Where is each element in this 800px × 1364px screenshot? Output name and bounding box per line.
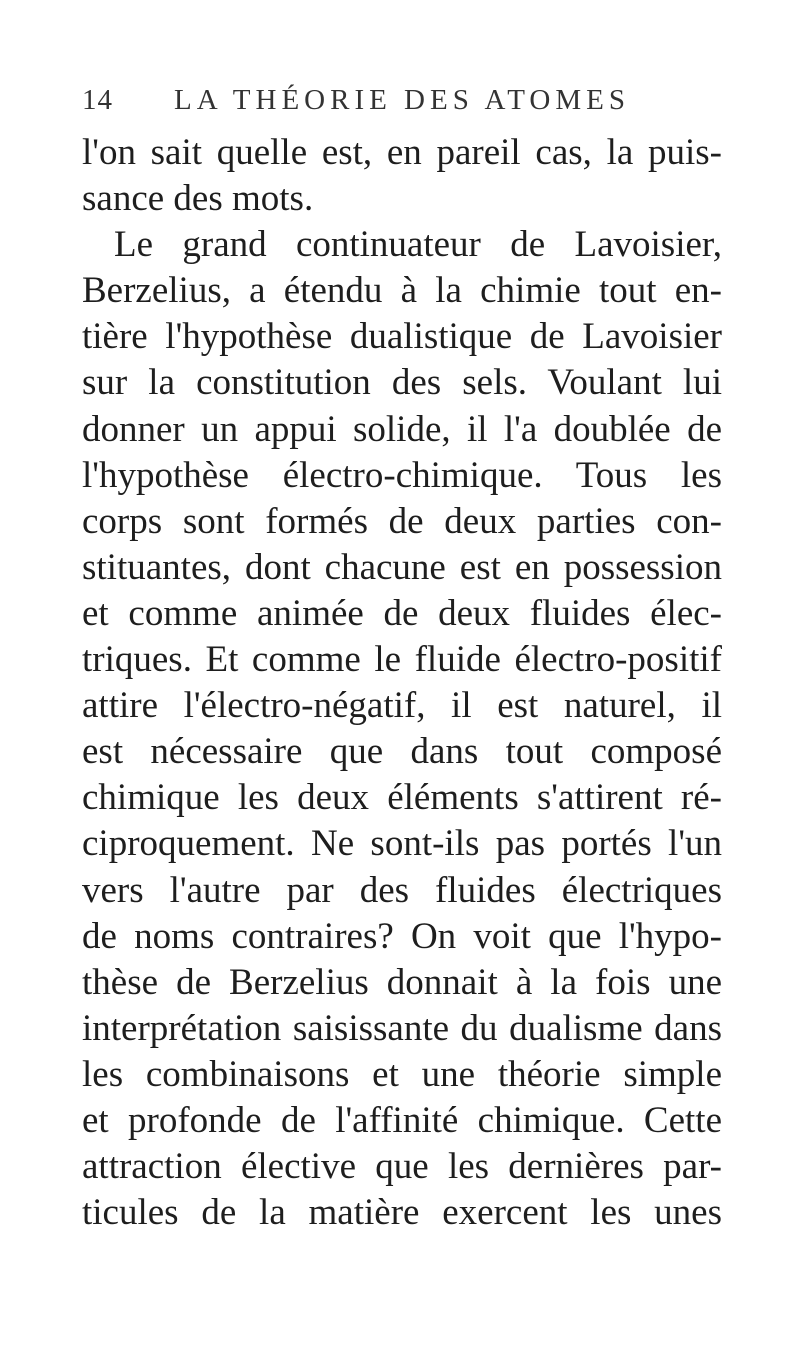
text-line: stituantes, dont chacune est en possession — [82, 546, 722, 588]
text-line: et comme animée de deux fluides élec- — [82, 592, 722, 634]
text-line: attire l'électro-négatif, il est naturel, il — [82, 685, 722, 727]
text-line: triques. Et comme le fluide électro-positif — [82, 639, 722, 681]
body-text — [82, 130, 722, 1236]
text-line: l'hypothèse électro-chimique. Tous les — [82, 454, 722, 496]
text-line: Berzelius, a étendu à la chimie tout en- — [82, 270, 722, 312]
text-line: attraction élective que les dernières par- — [82, 1146, 722, 1188]
text-line: est nécessaire que dans tout composé — [82, 731, 722, 773]
text-line: les combinaisons et une théorie simple — [82, 1053, 722, 1095]
text-line: sur la constitution des sels. Voulant lui — [82, 362, 722, 404]
text-line: vers l'autre par des fluides électriques — [82, 869, 722, 911]
text-line: thèse de Berzelius donnait à la fois une — [82, 961, 722, 1003]
text-line: ticules de la matière exercent les unes — [82, 1192, 722, 1234]
page-number: 14 — [82, 84, 113, 116]
text-line: sance des mots. — [82, 178, 314, 220]
text-line: l'on sait quelle est, en pareil cas, la puis- — [82, 132, 722, 173]
text-line: Le grand continuateur de Lavoisier, — [114, 224, 722, 266]
text-line: ciproquement. Ne sont-ils pas portés l'un — [82, 823, 722, 865]
text-line: de noms contraires? On voit que l'hypo- — [82, 915, 722, 957]
text-line: et profonde de l'affinité chimique. Cette — [82, 1099, 722, 1141]
text-line: tière l'hypothèse dualistique de Lavoisier — [82, 316, 722, 358]
text-line: donner un appui solide, il l'a doublée de — [82, 408, 722, 450]
running-title: LA THÉORIE DES ATOMES — [174, 84, 630, 116]
text-line: corps sont formés de deux parties con- — [82, 500, 722, 542]
running-head — [82, 84, 702, 124]
text-line: chimique les deux éléments s'attirent ré- — [82, 777, 722, 819]
text-line: interprétation saisissante du dualisme dans — [82, 1007, 722, 1049]
